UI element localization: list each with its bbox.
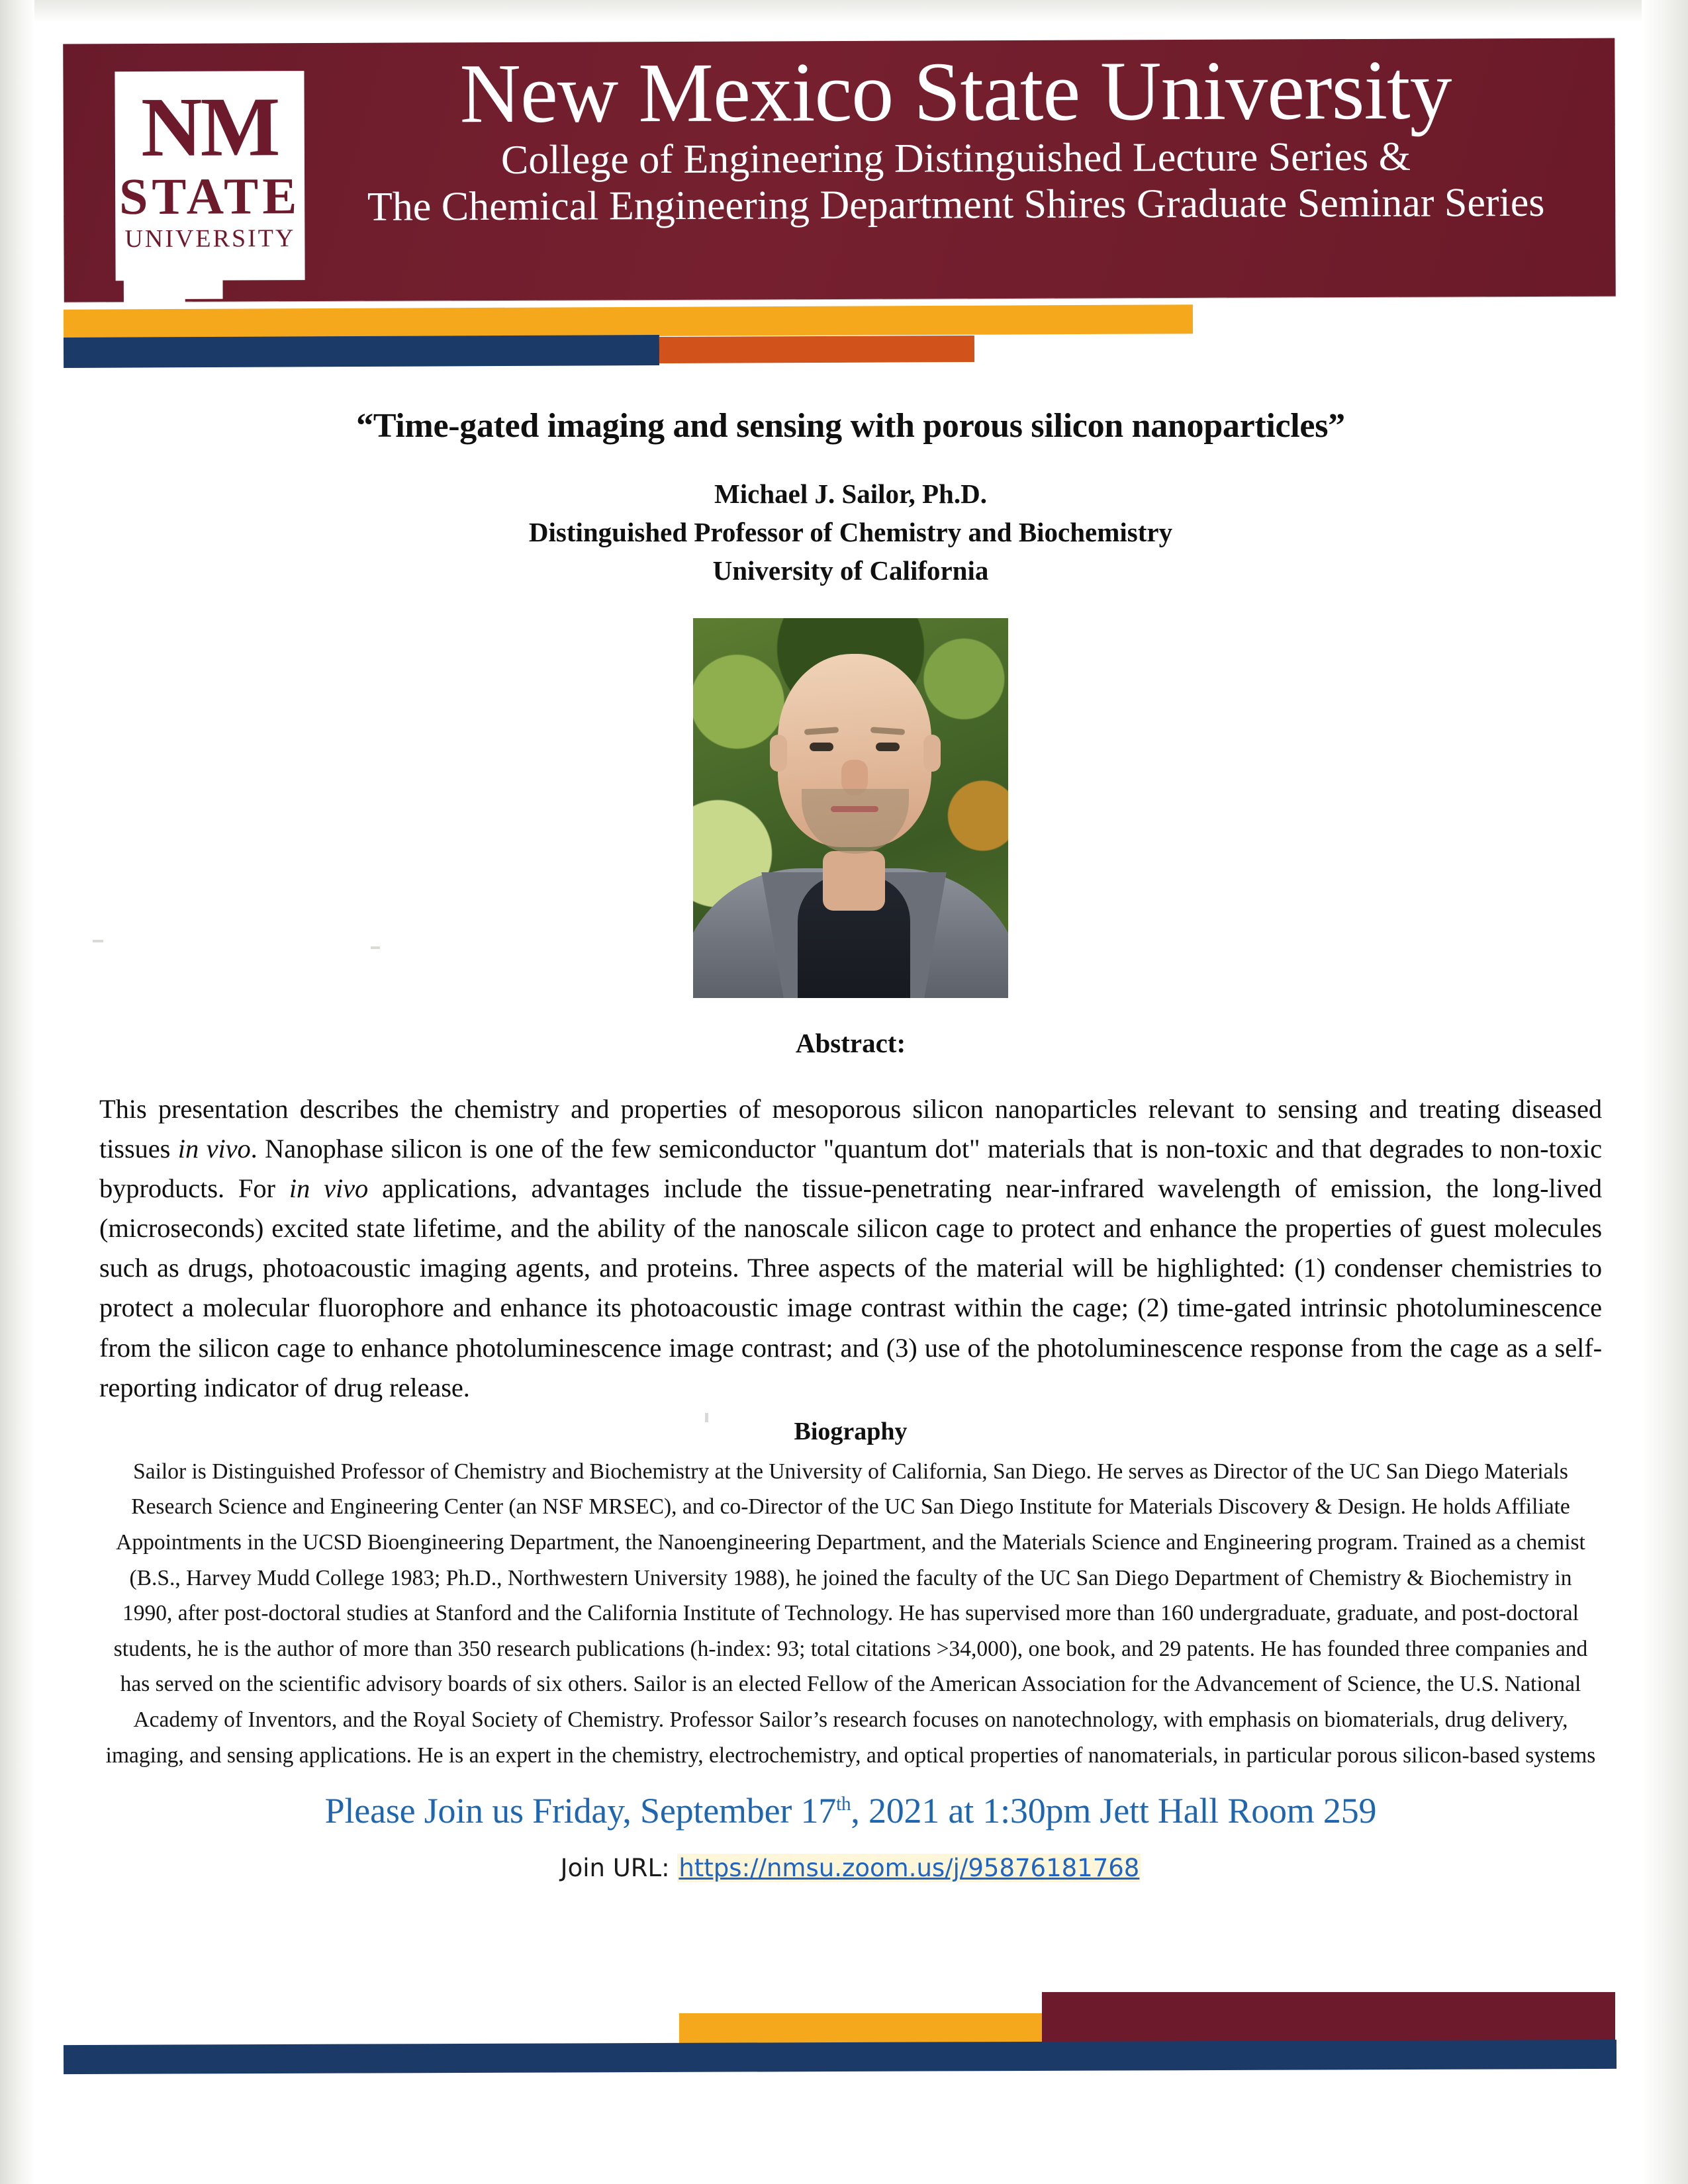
deco-bar-gold-bottom xyxy=(679,2013,1042,2044)
join-url-line xyxy=(99,1854,1602,1882)
abstract-italic-1: in vivo xyxy=(177,1133,251,1163)
speaker-title: Distinguished Professor of Chemistry and Biochemistry xyxy=(528,517,1173,548)
speaker-block xyxy=(99,475,1602,590)
scan-edge-right xyxy=(1642,0,1688,2184)
deco-bar-navy-bottom xyxy=(64,2040,1617,2074)
photo-mouth xyxy=(831,806,878,812)
join-url-label: Join URL: xyxy=(560,1854,670,1883)
biography-text: Sailor is Distinguished Professor of Chemistry and Biochemistry at the University of California, San Diego. He serves as Director of the UC San Diego Materials Research Science and Engineering Center (an NSF MRSEC), and co-Director of the UC San Diego Institute for Materials Discovery & Design. He holds Affiliate Appointments in the UCSD Bioengineering Department, the Nanoengineering Department, and the Materials Science and Engineering program. Trained as a chemist (B.S., Harvey Mudd College 1983; Ph.D., Northwestern University 1988), he joined the faculty of the UC San Diego Department of Chemistry & Biochemistry in 1990, after post-doctoral studies at Stanford and the California Institute of Technology. He has supervised more than 160 undergraduate, graduate, and post-doctoral students, he is the author of more than 350 research publications (h-index: 93; total citations >34,000), one book, and 29 patents. He has founded three companies and has served on the scientific advisory boards of six others. Sailor is an elected Fellow of the American Association for the Advancement of Science, the U.S. National Academy of Inventors, and the Royal Society of Chemistry. Professor Sailor’s research focuses on nanotechnology, with emphasis on biomaterials, drug delivery, imaging, and sensing applications. He is an expert in the chemistry, electrochemistry, and optical properties of nanomaterials, in particular porous silicon-based systems xyxy=(105,1459,1596,1768)
logo-nm-text: NM xyxy=(140,79,279,175)
announce-suffix: , 2021 at 1:30pm Jett Hall Room 259 xyxy=(851,1791,1377,1831)
main-content xyxy=(99,397,1602,1882)
abstract-seg-1: This presentation describes the chemistry and properties of mesoporous silicon nanoparticles relevant to sensing and treating diseased tissues xyxy=(99,1093,1602,1163)
abstract-seg-2: . Nanophase silicon is one of the few semiconductor "quantum dot" materials that is non-toxic and that degrades to non-toxic byproducts. For xyxy=(99,1133,1602,1203)
series-line-1: College of Engineering Distinguished Lecture Series & xyxy=(500,134,1411,183)
abstract-text xyxy=(99,1089,1602,1408)
scan-edge-top xyxy=(0,0,1688,23)
logo-university-text: UNIVERSITY xyxy=(124,224,296,253)
scan-edge-bottom xyxy=(0,2154,1688,2184)
photo-eye-left xyxy=(810,743,833,751)
university-name: New Mexico State University xyxy=(459,42,1452,141)
biography-heading: Biography xyxy=(794,1417,908,1445)
photo-ear-left xyxy=(770,735,787,772)
photo-eye-right xyxy=(876,743,900,751)
talk-title: “Time-gated imaging and sensing with porous silicon nanoparticles” xyxy=(356,407,1345,445)
join-url-link[interactable]: https://nmsu.zoom.us/j/95876181768 xyxy=(679,1854,1140,1883)
photo-neck xyxy=(823,851,885,911)
announce-prefix: Please Join us Friday, September 17 xyxy=(324,1791,837,1831)
nmsu-logo xyxy=(115,71,305,281)
abstract-seg-3: applications, advantages include the tissue-penetrating near-infrared wavelength of emission, the long-lived (microseconds) excited state lifetime, and the ability of the nanoscale silicon cage to protect and enhance the properties of guest molecules such as drugs, photoacoustic imaging agents, and proteins. Three aspects of the material will be highlighted: (1) condenser chemistries to protect a molecular fluorophore and enhance its photoacoustic image contrast within the cage; (2) time-gated intrinsic photoluminescence from the silicon cage to enhance photoluminescence image contrast; and (3) use of the photoluminescence response from the cage as a self-reporting indicator of drug release. xyxy=(99,1173,1602,1402)
scan-edge-left xyxy=(0,0,34,2184)
header-banner xyxy=(63,38,1615,302)
speaker-affiliation: University of California xyxy=(712,555,989,586)
header-text-block xyxy=(313,42,1598,231)
logo-state-text: STATE xyxy=(118,167,301,226)
series-line-2: The Chemical Engineering Department Shires Graduate Seminar Series xyxy=(367,179,1545,230)
speaker-name: Michael J. Sailor, Ph.D. xyxy=(714,478,987,509)
speaker-photo xyxy=(688,613,1013,1003)
deco-bar-gold-top xyxy=(64,304,1193,338)
deco-bar-navy-top xyxy=(64,335,659,368)
abstract-heading: Abstract: xyxy=(795,1027,906,1058)
photo-ear-right xyxy=(923,735,941,772)
abstract-italic-2: in vivo xyxy=(289,1173,369,1203)
event-announcement xyxy=(99,1790,1602,1831)
announce-ordinal-suffix: th xyxy=(836,1794,851,1815)
deco-bar-orange-top xyxy=(659,336,974,363)
